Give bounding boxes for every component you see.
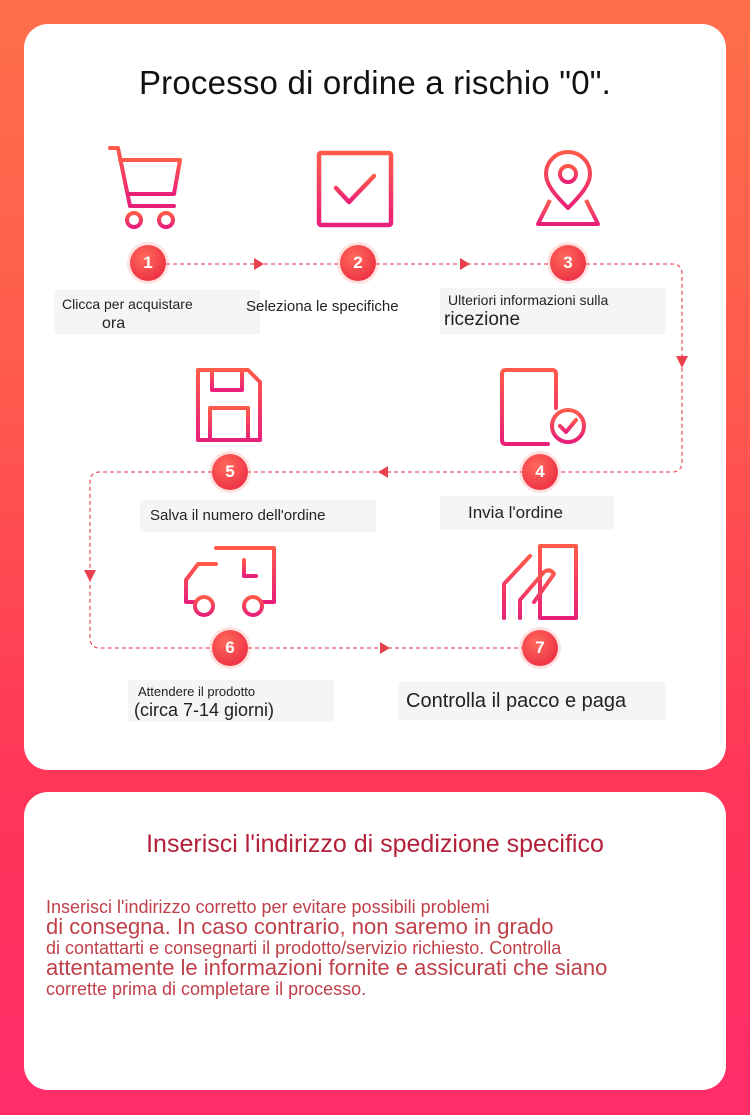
address-notice-line-4: attentamente le informazioni fornite e assicurati che siano	[46, 955, 608, 981]
step-6-icon	[182, 546, 278, 620]
address-notice-line-3: di contattarti e consegnarti il prodotto/servizio richiesto. Controlla	[46, 937, 562, 958]
step-4-icon	[498, 368, 588, 446]
step-2-label: Seleziona le specifiche	[246, 298, 399, 315]
step-7-label: Controlla il pacco e paga	[398, 682, 666, 720]
step-5-badge: 5	[212, 454, 248, 490]
step-3-label	[440, 288, 666, 334]
step-1-badge: 1	[130, 245, 166, 281]
step-6-label	[128, 680, 334, 722]
step-1-label-line1: Clicca per acquistare	[62, 296, 193, 312]
step-3-label-line2: ricezione	[444, 309, 521, 330]
step-4-badge: 4	[522, 454, 558, 490]
step-2-icon	[316, 150, 394, 228]
step-3-badge: 3	[550, 245, 586, 281]
step-5-icon	[194, 366, 264, 444]
address-notice-line-1: Inserisci l'indirizzo corretto per evitare possibili problemi	[46, 897, 490, 917]
address-notice-line-5: corrette prima di completare il processo.	[46, 978, 367, 999]
step-4-label: Invia l'ordine	[440, 496, 614, 530]
step-6-label-line1: Attendere il prodotto	[138, 684, 256, 699]
step-7-icon	[500, 542, 580, 622]
step-5-label: Salva il numero dell'ordine	[140, 500, 376, 532]
process-title: Processo di ordine a rischio "0".	[138, 64, 612, 101]
step-3-label-line1: Ulteriori informazioni sulla	[448, 292, 609, 308]
address-title: Inserisci l'indirizzo di spedizione specifico	[146, 830, 604, 858]
step-6-label-line2: (circa 7-14 giorni)	[134, 700, 275, 720]
step-3-icon	[532, 150, 604, 228]
address-notice	[46, 898, 716, 998]
step-1-icon	[108, 144, 184, 236]
step-1-label-line2: ora	[102, 315, 126, 332]
step-6-badge: 6	[212, 630, 248, 666]
step-7-badge: 7	[522, 630, 558, 666]
order-process-card	[24, 24, 726, 770]
address-notice-line-2: di consegna. In caso contrario, non saremo in grado	[46, 914, 554, 940]
shipping-address-card	[24, 792, 726, 1090]
step-1-label	[54, 290, 260, 334]
step-2-badge: 2	[340, 245, 376, 281]
process-flow-arrows	[24, 24, 726, 770]
